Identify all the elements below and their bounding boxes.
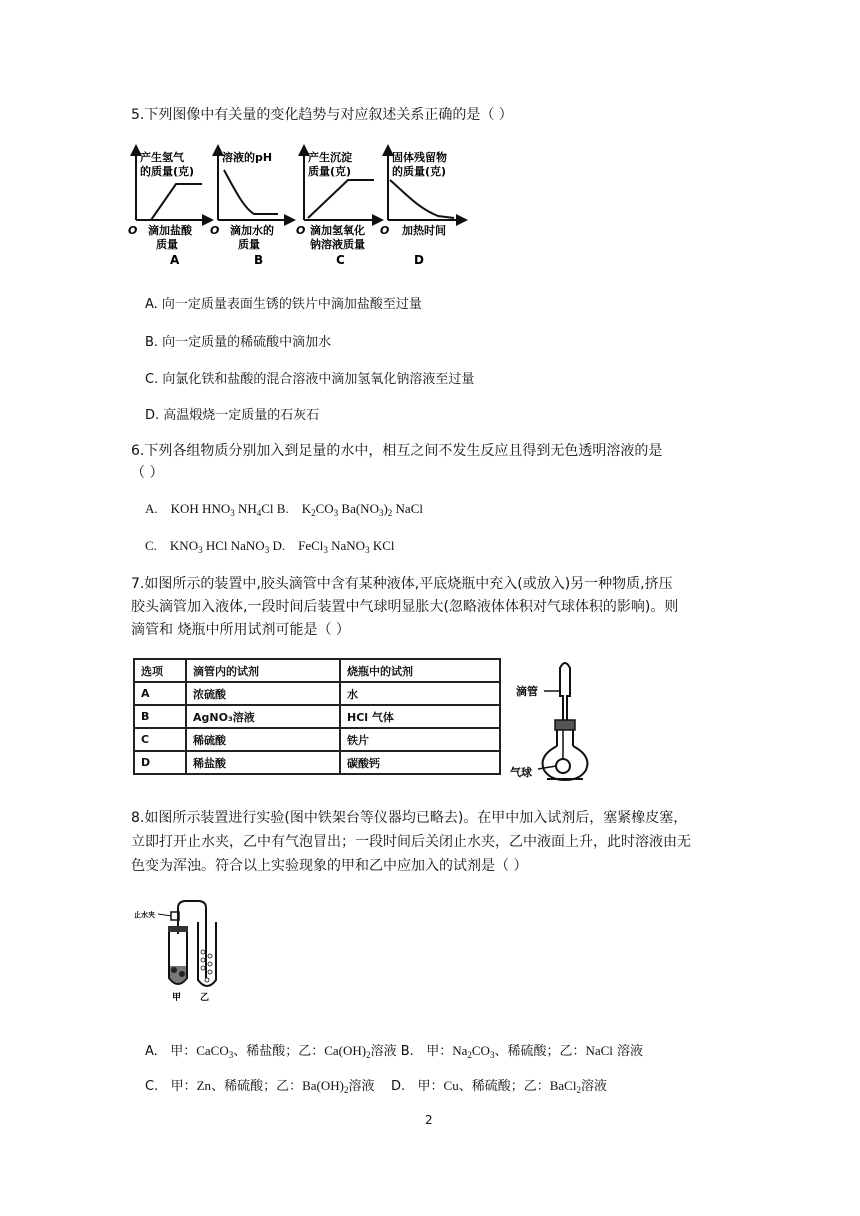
q8-stem-line2: 立即打开止水夹，乙中有气泡冒出；一段时间后关闭止水夹，乙中液面上升，此时溶液由无 (131, 834, 691, 850)
graph-c-curve (308, 180, 374, 218)
q7-header-dropper: 滴管内的试剂 (186, 659, 340, 682)
q7-table-header (134, 659, 500, 682)
q7-row-d-flask: 碳酸钙 (340, 751, 500, 774)
q7-row-a-option: A (134, 682, 186, 705)
graph-d-origin: O (380, 224, 390, 237)
q7-row-a-flask: 水 (340, 682, 500, 705)
q7-table (133, 658, 501, 775)
graph-c-letter: C (336, 253, 345, 267)
q8-label-yi: 乙 (200, 993, 210, 1003)
q5-graphs (126, 144, 476, 270)
q8-options-ab: A. 甲：CaCO$_3$、稀盐酸；乙：$Ca(OH)_2$溶液 B. 甲：$Na_2CO_3$、稀硫酸；乙：NaCl 溶液 (145, 1043, 644, 1060)
graph-a-letter: A (170, 253, 180, 267)
q7-header-option: 选项 (134, 659, 186, 682)
graph-b-xlabel1: 滴加水的 (230, 224, 274, 237)
q5-option-a: A. 向一定质量表面生锈的铁片中滴加盐酸至过量 (145, 297, 422, 312)
q8-options-cd: C. 甲：Zn、稀硫酸；乙：$Ba(OH)_2$溶液 D. 甲：Cu、稀硫酸；乙：BaCl$_2$溶液 (145, 1078, 607, 1095)
q7-stem-line3: 滴管和 烧瓶中所用试剂可能是（ ） (131, 622, 350, 638)
graph-d (380, 150, 462, 267)
q7-row-c-option: C (134, 728, 186, 751)
graph-b-curve (224, 170, 278, 214)
q7-label-dropper: 滴管 (516, 685, 538, 698)
q7-header-flask: 烧瓶中的试剂 (340, 659, 500, 682)
graph-c-xlabel1: 滴加氢氧化 (310, 224, 365, 237)
graph-c (296, 150, 378, 267)
graph-a-xlabel1: 滴加盐酸 (148, 224, 192, 237)
graph-c-xlabel2: 钠溶液质量 (310, 238, 365, 251)
graph-b (210, 150, 290, 267)
q8-label-clamp: 止水夹 (134, 911, 155, 919)
q7-label-balloon: 气球 (510, 766, 532, 779)
q6-options-cd: C. $KNO_3$ HCl NaNO$_3$ D. FeCl$_3$ NaNO$_3$ KCl (145, 538, 395, 555)
page-number: 2 (425, 1113, 433, 1127)
graph-c-origin: O (296, 224, 306, 237)
graph-a-origin: O (128, 224, 138, 237)
q7-row-c-dropper: 稀硫酸 (186, 728, 340, 751)
q7-stem-line1: 7.如图所示的装置中,胶头滴管中含有某种液体,平底烧瓶中充入(或放入)另一种物质,挤压 (131, 576, 673, 592)
q8-stem-line3: 色变为浑浊。符合以上实验现象的甲和乙中应加入的试剂是（ ） (131, 858, 528, 874)
table-row (134, 682, 500, 705)
graph-d-ylabel1: 固体残留物 (392, 151, 447, 164)
graph-b-xlabel2: 质量 (238, 238, 260, 251)
graph-c-ylabel1: 产生沉淀 (308, 151, 352, 164)
q7-row-b-flask: HCl 气体 (340, 705, 500, 728)
q7-stem-line2: 胶头滴管加入液体,一段时间后装置中气球明显胀大(忽略液体体积对气球体积的影响)。则 (131, 599, 679, 615)
table-row (134, 705, 500, 728)
graph-a-curve (151, 184, 202, 220)
q7-row-c-flask: 铁片 (340, 728, 500, 751)
q8-apparatus-diagram (128, 896, 238, 1004)
graph-b-letter: B (254, 253, 264, 267)
q5-option-d: D. 高温煅烧一定质量的石灰石 (145, 408, 320, 423)
q6-stem-line1: 6.下列各组物质分别加入到足量的水中，相互之间不发生反应且得到无色透明溶液的是 (131, 443, 663, 459)
graph-a-ylabel2: 的质量(克) (140, 165, 195, 178)
q5-stem: 5.下列图像中有关量的变化趋势与对应叙述关系正确的是（ ） (131, 107, 513, 123)
jia-stopper-icon (168, 926, 188, 932)
q5-option-b: B. 向一定质量的稀硫酸中滴加水 (145, 335, 332, 350)
graph-b-ylabel1: 溶液的pH (222, 151, 273, 164)
q8-label-jia: 甲 (172, 993, 182, 1003)
table-row (134, 751, 500, 774)
graph-a-xlabel2: 质量 (156, 238, 178, 251)
flask-icon (543, 746, 588, 780)
q7-row-b-dropper: AgNO₃溶液 (186, 705, 340, 728)
graph-a-ylabel1: 产生氢气 (140, 151, 184, 164)
q7-row-a-dropper: 浓硫酸 (186, 682, 340, 705)
q8-stem-line1: 8.如图所示装置进行实验(图中铁架台等仪器均已略去)。在甲中加入试剂后，塞紧橡皮塞， (131, 810, 688, 826)
graph-d-curve (390, 180, 454, 218)
graph-d-ylabel2: 的质量(克) (392, 165, 447, 178)
graph-d-xlabel1: 加热时间 (402, 224, 446, 237)
stopper-icon (555, 720, 575, 730)
q7-row-b-option: B (134, 705, 186, 728)
balloon-icon (556, 759, 570, 773)
q6-options-ab: A. KOH $HNO_3$ $NH_4Cl$ B. $K_2CO_3$ $Ba(NO_3)_2$ NaCl (145, 501, 423, 518)
q5-option-c: C. 向氯化铁和盐酸的混合溶液中滴加氢氧化钠溶液至过量 (145, 372, 475, 387)
graph-c-ylabel2: 质量(克) (308, 165, 352, 178)
q7-row-d-dropper: 稀盐酸 (186, 751, 340, 774)
q7-row-d-option: D (134, 751, 186, 774)
dropper-icon (560, 663, 570, 726)
table-row (134, 728, 500, 751)
graph-a (128, 150, 208, 267)
q7-apparatus-diagram (510, 650, 620, 786)
graph-b-origin: O (210, 224, 220, 237)
graph-d-letter: D (414, 253, 424, 267)
q6-stem-line2: （ ） (131, 465, 164, 481)
